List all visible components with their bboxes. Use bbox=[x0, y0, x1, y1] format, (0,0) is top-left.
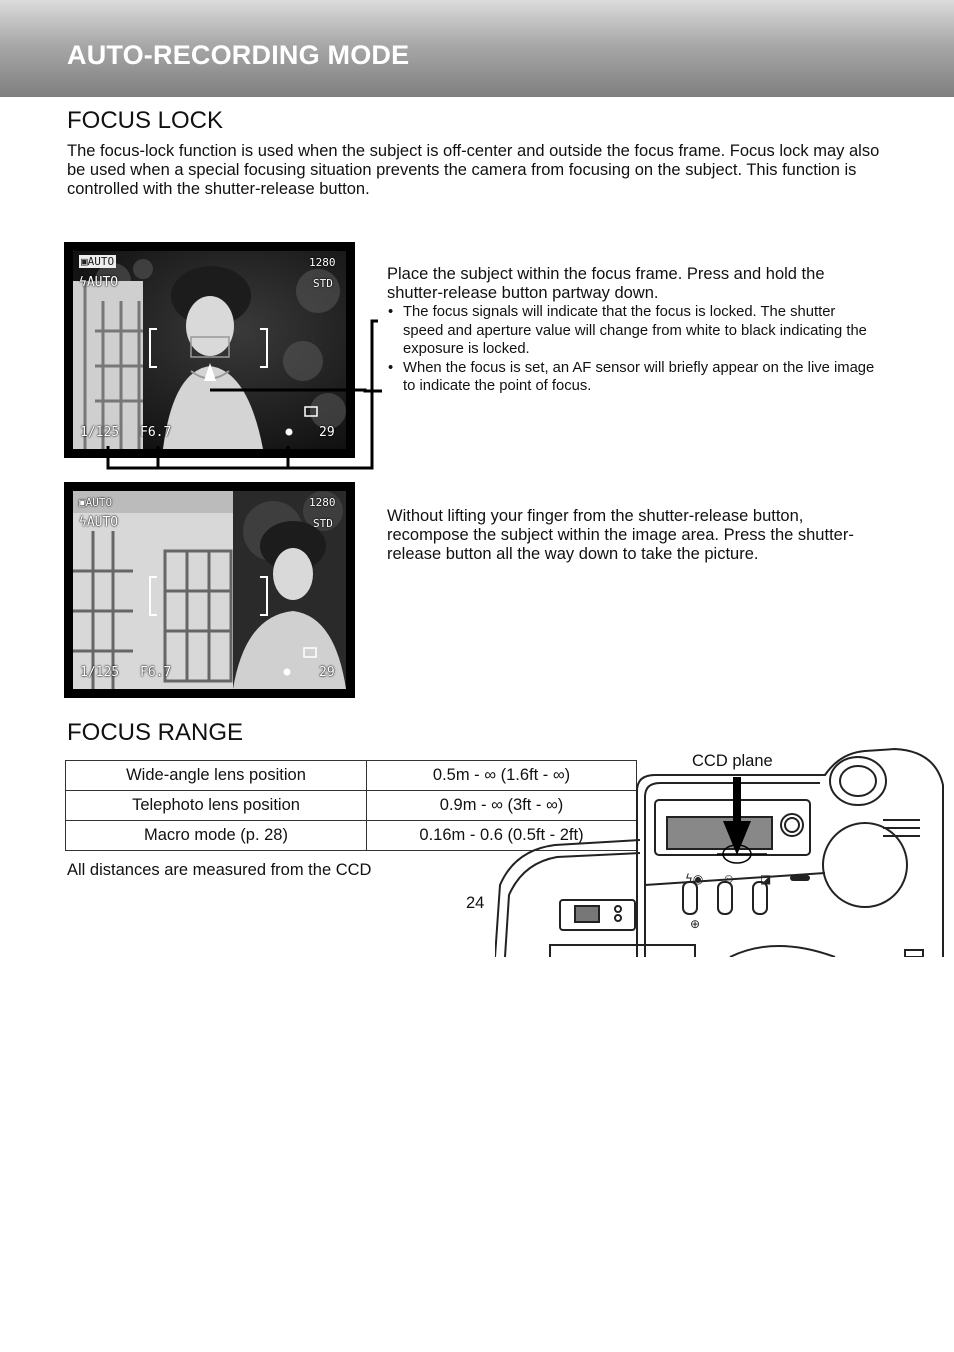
frame-counter: 29 bbox=[319, 665, 335, 680]
bullet-item: • The focus signals will indicate that the focus is locked. The shutter speed and aperture value will change from white to black indicating the exposure is locked. bbox=[387, 303, 877, 359]
camera-icon: ▣ bbox=[81, 255, 88, 268]
quality-readout: STD bbox=[313, 277, 333, 290]
quality-readout: STD bbox=[313, 517, 333, 530]
table-cell: 0.9m - ∞ (3ft - ∞) bbox=[367, 791, 637, 821]
focus-lock-intro: The focus-lock function is used when the subject is off-center and outside the focus frame. Focus lock may also be used when a special focusing situation prevents the camera from focusing on the subject. This function is controlled with the shutter-release button. bbox=[67, 142, 880, 198]
step1-text: Place the subject within the focus frame. Press and hold the shutter-release button partway down. bbox=[387, 265, 825, 302]
step1-block bbox=[387, 265, 877, 396]
ccd-note: All distances are measured from the CCD bbox=[67, 861, 372, 879]
zoom-in-icon: ⊕ bbox=[690, 917, 701, 931]
frame-counter: 29 bbox=[319, 425, 335, 440]
bullet-item: • When the focus is set, an AF sensor will briefly appear on the live image to indicate the point of focus. bbox=[387, 359, 877, 396]
flash-redeye-icon: ϟ◉ bbox=[685, 872, 704, 886]
indicator-lamp bbox=[790, 875, 810, 881]
resolution-readout: 1280 bbox=[309, 256, 336, 269]
page-header bbox=[0, 0, 954, 97]
table-cell: 0.16m - 0.6 (0.5ft - 2ft) bbox=[367, 821, 637, 851]
self-timer-icon: ⏲ bbox=[724, 872, 734, 886]
table-cell: Macro mode (p. 28) bbox=[66, 821, 367, 851]
callout-lines bbox=[100, 318, 390, 474]
lcd-screen-recomposed bbox=[64, 482, 355, 698]
camera-icon: ▣ bbox=[79, 496, 86, 509]
flash-icon: ϟ bbox=[79, 515, 87, 530]
ccd-plane-label: CCD plane bbox=[692, 752, 773, 770]
aperture-value: F6.7 bbox=[140, 425, 172, 440]
table-cell: Wide-angle lens position bbox=[66, 761, 367, 791]
step2-text: Without lifting your finger from the shutter-release button, recompose the subject within the image area. Press the shutter-release button all the way down to take the picture. bbox=[387, 507, 854, 563]
flash-icon: ϟ bbox=[79, 275, 87, 290]
resolution-readout: 1280 bbox=[309, 496, 336, 509]
table-cell: 0.5m - ∞ (1.6ft - ∞) bbox=[367, 761, 637, 791]
camera-top-illustration bbox=[495, 745, 954, 957]
shutter-speed: 1/125 bbox=[80, 425, 120, 440]
page-number: 24 bbox=[466, 894, 485, 912]
flash-mode: ϟAUTO bbox=[79, 515, 119, 530]
flash-mode: ϟAUTO bbox=[79, 275, 119, 290]
step1-bullets bbox=[387, 303, 877, 396]
focus-range-heading: FOCUS RANGE bbox=[67, 719, 244, 746]
page-title: AUTO-RECORDING MODE bbox=[67, 40, 410, 70]
exposure-comp-icon: ◪ bbox=[760, 872, 772, 886]
mode-badge: ▣AUTO bbox=[81, 255, 115, 268]
aperture-value: F6.7 bbox=[140, 665, 172, 680]
table-cell: Telephoto lens position bbox=[66, 791, 367, 821]
ccd-arrow-shaft bbox=[733, 777, 741, 823]
mode-badge: ▣AUTO bbox=[79, 496, 113, 509]
shutter-speed: 1/125 bbox=[80, 665, 120, 680]
focus-lock-heading: FOCUS LOCK bbox=[67, 107, 224, 134]
